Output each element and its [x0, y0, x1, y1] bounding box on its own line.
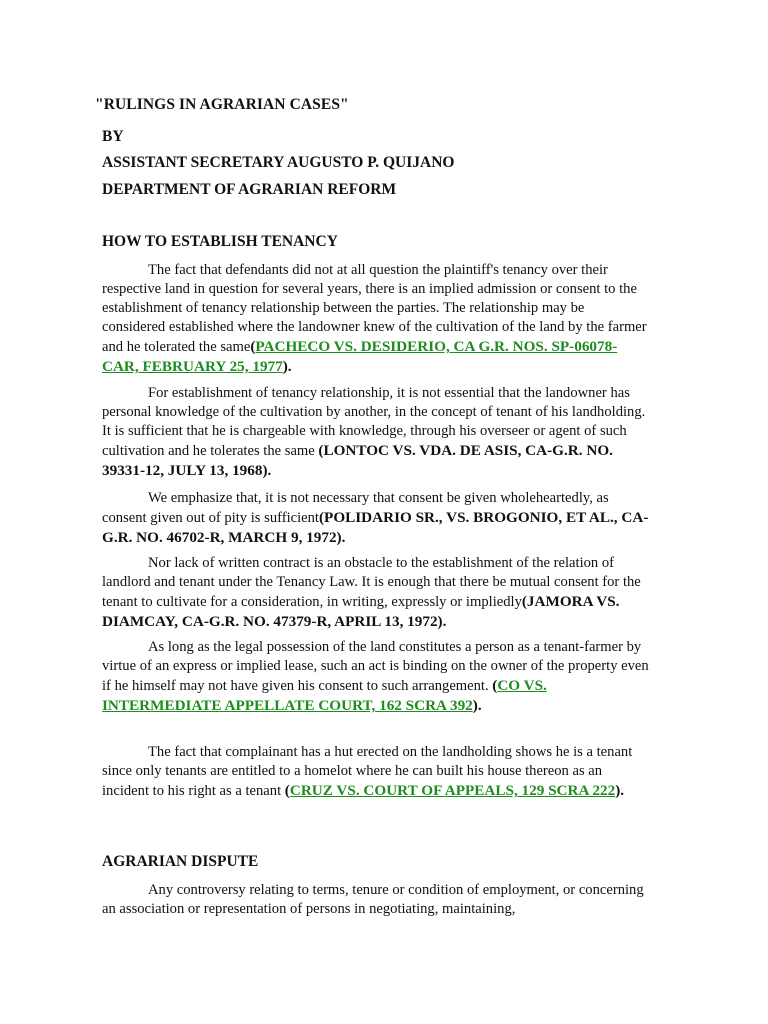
citation-link[interactable]: CO VS. INTERMEDIATE APPELLATE COURT, 162 SCRA 392	[102, 677, 547, 714]
paragraph	[102, 261, 650, 377]
citation: (LONTOC VS. VDA. DE ASIS, CA-G.R. NO. 39331-12, JULY 13, 1968).	[102, 442, 613, 479]
author-department: DEPARTMENT OF AGRARIAN REFORM	[102, 181, 397, 198]
citation: (POLIDARIO SR., VS. BROGONIO, ET AL., CA-G.R. NO. 46702-R, MARCH 9, 1972).	[102, 509, 649, 546]
byline-by: BY	[102, 128, 124, 145]
citation: (JAMORA VS. DIAMCAY, CA-G.R. NO. 47379-R, APRIL 13, 1972).	[102, 593, 620, 630]
document-title: "RULINGS IN AGRARIAN CASES"	[95, 96, 349, 113]
citation-close: ).	[615, 782, 625, 799]
section-heading-tenancy: HOW TO ESTABLISH TENANCY	[102, 233, 338, 250]
paragraph-text: Nor lack of written contract is an obstacle to the establishment of the relation of landlord and tenant under the Tenancy Law. It is enough that there be mutual consent for the tenant to cultivate for a consideration, in writing, expressly or impliedly	[102, 555, 641, 610]
paragraph	[102, 384, 650, 481]
paragraph	[102, 638, 650, 716]
paragraph	[102, 489, 650, 548]
paragraph-text: As long as the legal possession of the land constitutes a person as a tenant-farmer by virtue of an express or implied lease, such an act is binding on the owner of the property even if he himself may not have given his consent to such arrangement.	[102, 639, 649, 694]
citation-close: ).	[472, 697, 482, 714]
citation-close: ).	[282, 358, 292, 375]
section-heading-agrarian-dispute: AGRARIAN DISPUTE	[102, 853, 259, 870]
citation-link[interactable]: CRUZ VS. COURT OF APPEALS, 129 SCRA 222	[289, 782, 616, 799]
paragraph-text: Any controversy relating to terms, tenure or condition of employment, or concerning an association or representation of persons in negotiating, maintaining,	[102, 882, 644, 917]
paragraph-text: The fact that complainant has a hut erected on the landholding shows he is a tenant since only tenants are entitled to a homelot where he can built his house thereon as an incident to his right as a tenant	[102, 744, 633, 799]
paragraph	[102, 554, 650, 632]
paragraph-text: For establishment of tenancy relationship, it is not essential that the landowner has personal knowledge of the cultivation by another, in the concept of tenant of his landholding. It is sufficient that he is chargeable with knowledge, through his overseer or agent of such cultivation and he tolerates the same	[102, 385, 646, 459]
paragraph	[102, 743, 650, 801]
paragraph	[102, 881, 650, 919]
paragraph-text: We emphasize that, it is not necessary that consent be given wholeheartedly, as consent given out of pity is sufficient	[102, 490, 609, 526]
citation-open: (	[492, 677, 498, 694]
paragraph-text: The fact that defendants did not at all question the plaintiff's tenancy over their respective land in question for several years, there is an implied admission or consent to the establishment of tenancy relationship between the parties. The relationship may be considered established where the landowner knew of the cultivation of the land by the farmer and he tolerated the same	[102, 262, 647, 355]
citation-open: (	[250, 338, 256, 355]
author-name: ASSISTANT SECRETARY AUGUSTO P. QUIJANO	[102, 154, 455, 171]
citation-open: (	[284, 782, 290, 799]
citation-link[interactable]: PACHECO VS. DESIDERIO, CA G.R. NOS. SP-06078-CAR, FEBRUARY 25, 1977	[102, 338, 618, 375]
